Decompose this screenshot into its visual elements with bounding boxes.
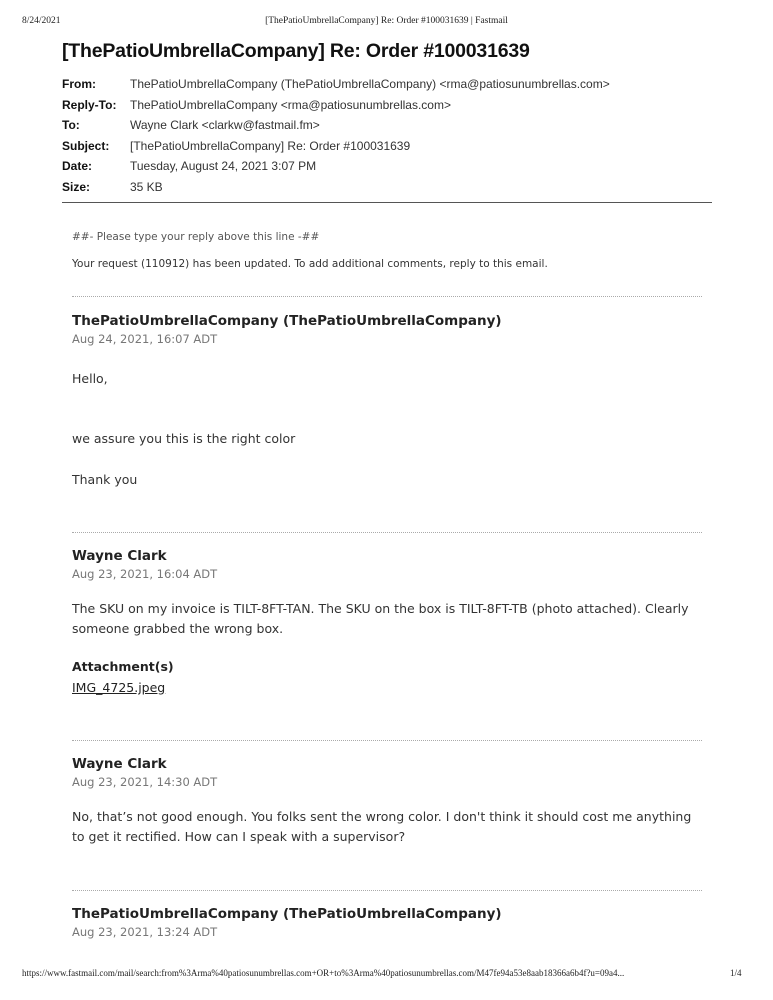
message-timestamp: Aug 23, 2021, 16:04 ADT <box>72 567 218 581</box>
print-header <box>0 16 773 32</box>
message-1 <box>72 312 702 487</box>
message-author: ThePatioUmbrellaCompany (ThePatioUmbrellaCompany) <box>72 313 502 329</box>
header-size <box>62 177 610 198</box>
message-divider <box>72 532 702 533</box>
attachment-link[interactable]: IMG_4725.jpeg <box>72 680 166 695</box>
attachments-label: Attachment(s) <box>72 659 174 674</box>
message-divider <box>72 890 702 891</box>
header-label: Date: <box>62 159 93 174</box>
header-label: Reply-To: <box>62 97 117 112</box>
message-paragraph: No, that’s not good enough. You folks sent the wrong color. I don't think it should cost me anything to get it rectified. How can I speak with a supervisor? <box>72 809 692 844</box>
message-paragraph: Thank you <box>72 472 138 487</box>
header-value: Tuesday, August 24, 2021 3:07 PM <box>130 159 317 174</box>
header-subject <box>62 136 610 157</box>
message-author: Wayne Clark <box>72 548 167 564</box>
header-value: 35 KB <box>130 179 163 194</box>
header-label: Size: <box>62 179 91 194</box>
request-update-note: Your request (110912) has been updated. To add additional comments, reply to this email. <box>72 258 548 270</box>
page-url: https://www.fastmail.com/mail/search:from%3Arma%40patiosunumbrellas.com+OR+to%3Arma%40patiosunumbrellas.com/M47fe94a53e8aab18366a6b4f?u=09a4... <box>22 968 625 978</box>
message-divider <box>72 296 702 297</box>
message-timestamp: Aug 24, 2021, 16:07 ADT <box>72 332 218 346</box>
message-3 <box>72 755 702 844</box>
header-label: Subject: <box>62 138 110 153</box>
header-value: Wayne Clark <clarkw@fastmail.fm> <box>130 118 320 133</box>
print-title: [ThePatioUmbrellaCompany] Re: Order #100031639 | Fastmail <box>265 16 508 26</box>
print-date: 8/24/2021 <box>22 16 61 26</box>
page-number: 1/4 <box>730 968 742 978</box>
header-reply-to <box>62 95 610 116</box>
message-paragraph: we assure you this is the right color <box>72 431 296 446</box>
header-to <box>62 115 610 136</box>
header-date <box>62 156 610 177</box>
message-timestamp: Aug 23, 2021, 14:30 ADT <box>72 775 218 789</box>
message-4 <box>72 905 702 941</box>
message-author: Wayne Clark <box>72 756 167 772</box>
message-2 <box>72 547 702 695</box>
message-paragraph: The SKU on my invoice is TILT-8FT-TAN. The SKU on the box is TILT-8FT-TB (photo attached). Clearly someone grabbed the wrong box. <box>72 601 689 636</box>
email-title: [ThePatioUmbrellaCompany] Re: Order #100031639 <box>62 40 530 62</box>
message-divider <box>72 740 702 741</box>
header-label: To: <box>62 118 80 133</box>
message-timestamp: Aug 23, 2021, 13:24 ADT <box>72 925 218 939</box>
header-value: ThePatioUmbrellaCompany <rma@patiosunumbrellas.com> <box>130 97 451 112</box>
header-label: From: <box>62 77 96 92</box>
header-value: ThePatioUmbrellaCompany (ThePatioUmbrellaCompany) <rma@patiosunumbrellas.com> <box>130 77 610 92</box>
message-paragraph: Hello, <box>72 371 108 386</box>
reply-above-line-marker: ##- Please type your reply above this line -## <box>72 231 320 243</box>
header-from <box>62 74 610 95</box>
header-value: [ThePatioUmbrellaCompany] Re: Order #100031639 <box>130 138 411 153</box>
email-headers <box>62 74 610 197</box>
message-author: ThePatioUmbrellaCompany (ThePatioUmbrellaCompany) <box>72 906 502 922</box>
header-divider <box>62 202 712 203</box>
